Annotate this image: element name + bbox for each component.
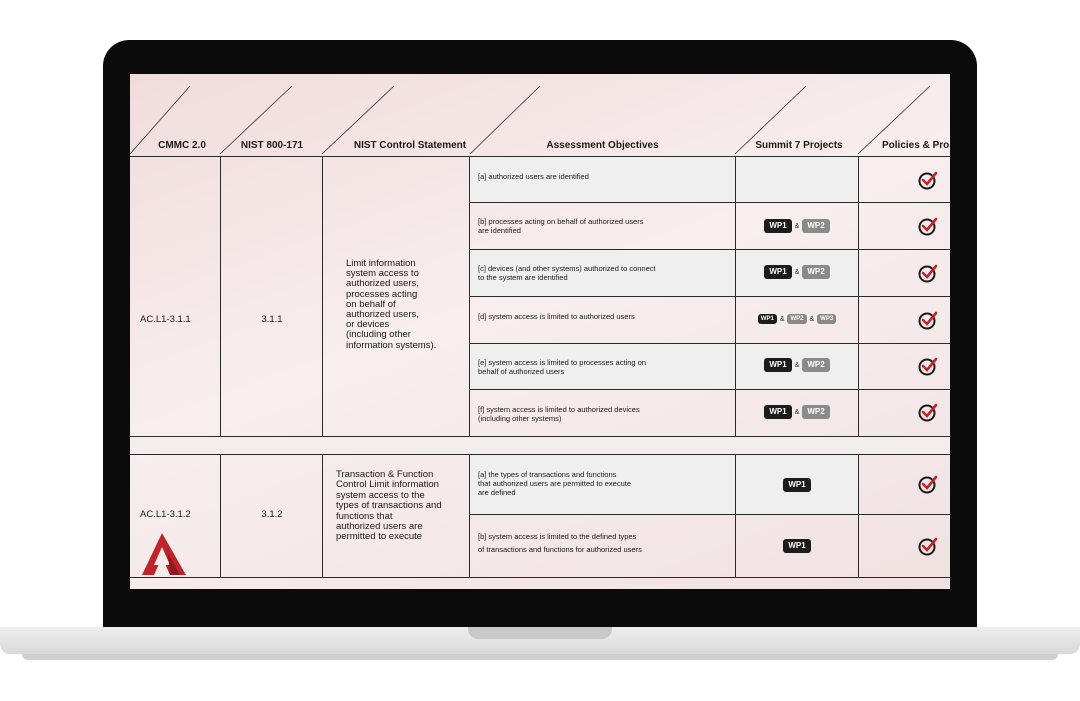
col-header-objectives: Assessment Objectives bbox=[546, 140, 659, 151]
project-badges bbox=[736, 478, 858, 492]
objective-text: [a] the types of transactions and functions that authorized users are permitted to execute are defined bbox=[478, 470, 632, 497]
laptop-base-shadow bbox=[22, 654, 1058, 660]
wp1-badge: WP1 bbox=[764, 405, 791, 419]
wp1-badge: WP1 bbox=[783, 478, 810, 492]
project-badges bbox=[736, 539, 858, 553]
col-header-policies: Policies & Pro bbox=[882, 140, 950, 151]
wp1-badge: WP1 bbox=[764, 219, 791, 233]
control-statement: Transaction & Function Control Limit information system access to the types of transactions and functions that authorized users are permitted to execute bbox=[336, 469, 442, 543]
cmmc-id: AC.L1-3.1.1 bbox=[140, 314, 191, 325]
check-circle-icon bbox=[918, 263, 938, 283]
project-badges: WP1 & WP2 & WP3 bbox=[736, 314, 858, 324]
check-circle-icon bbox=[918, 536, 938, 556]
nist-id: 3.1.2 bbox=[261, 509, 283, 520]
objective-text: [f] system access is limited to authorized devices (including other systems) bbox=[478, 405, 640, 423]
wp3-badge: WP3 bbox=[817, 314, 836, 324]
objective-text: [e] system access is limited to processes acting on behalf of authorized users bbox=[478, 358, 646, 376]
wp2-badge: WP2 bbox=[802, 219, 829, 233]
cmmc-id: AC.L1-3.1.2 bbox=[140, 509, 191, 520]
col-header-nist: NIST 800-171 bbox=[240, 140, 304, 151]
check-circle-icon bbox=[918, 356, 938, 376]
project-badges: WP1 & WP2 bbox=[736, 358, 858, 372]
wp1-badge: WP1 bbox=[764, 265, 791, 279]
check-circle-icon bbox=[918, 402, 938, 422]
objective-text: [d] system access is limited to authorized users bbox=[478, 312, 635, 321]
screen bbox=[130, 74, 950, 589]
wp1-badge: WP1 bbox=[758, 314, 777, 324]
wp2-badge: WP2 bbox=[802, 405, 829, 419]
col-header-projects: Summit 7 Projects bbox=[755, 140, 843, 151]
project-badges: WP1 & WP2 bbox=[736, 405, 858, 419]
col-header-cmmc: CMMC 2.0 bbox=[158, 140, 206, 151]
objective-text: [b] system access is limited to the defined types of transactions and functions for authorized users bbox=[478, 532, 642, 554]
wp2-badge: WP2 bbox=[787, 314, 806, 324]
wp1-badge: WP1 bbox=[764, 358, 791, 372]
check-circle-icon bbox=[918, 310, 938, 330]
group-separator bbox=[130, 436, 950, 454]
check-circle-icon bbox=[918, 170, 938, 190]
check-circle-icon bbox=[918, 216, 938, 236]
check-circle-icon bbox=[918, 474, 938, 494]
col-header-statement: NIST Control Statement bbox=[353, 140, 467, 151]
objective-text: [b] processes acting on behalf of authorized users are identified bbox=[478, 217, 644, 235]
summit7-logo bbox=[140, 529, 188, 577]
project-badges: WP1 & WP2 bbox=[736, 265, 858, 279]
objective-text: [a] authorized users are identified bbox=[478, 172, 589, 181]
wp2-badge: WP2 bbox=[802, 358, 829, 372]
objective-text: [c] devices (and other systems) authorized to connect to the system are identified bbox=[478, 264, 656, 282]
nist-id: 3.1.1 bbox=[261, 314, 283, 325]
project-badges: WP1 & WP2 bbox=[736, 219, 858, 233]
wp1-badge: WP1 bbox=[783, 539, 810, 553]
laptop-notch bbox=[468, 627, 612, 639]
control-statement: Limit information system access to authorized users, processes acting on behalf of authorized users, or devices (including other information systems). bbox=[346, 258, 437, 351]
wp2-badge: WP2 bbox=[802, 265, 829, 279]
